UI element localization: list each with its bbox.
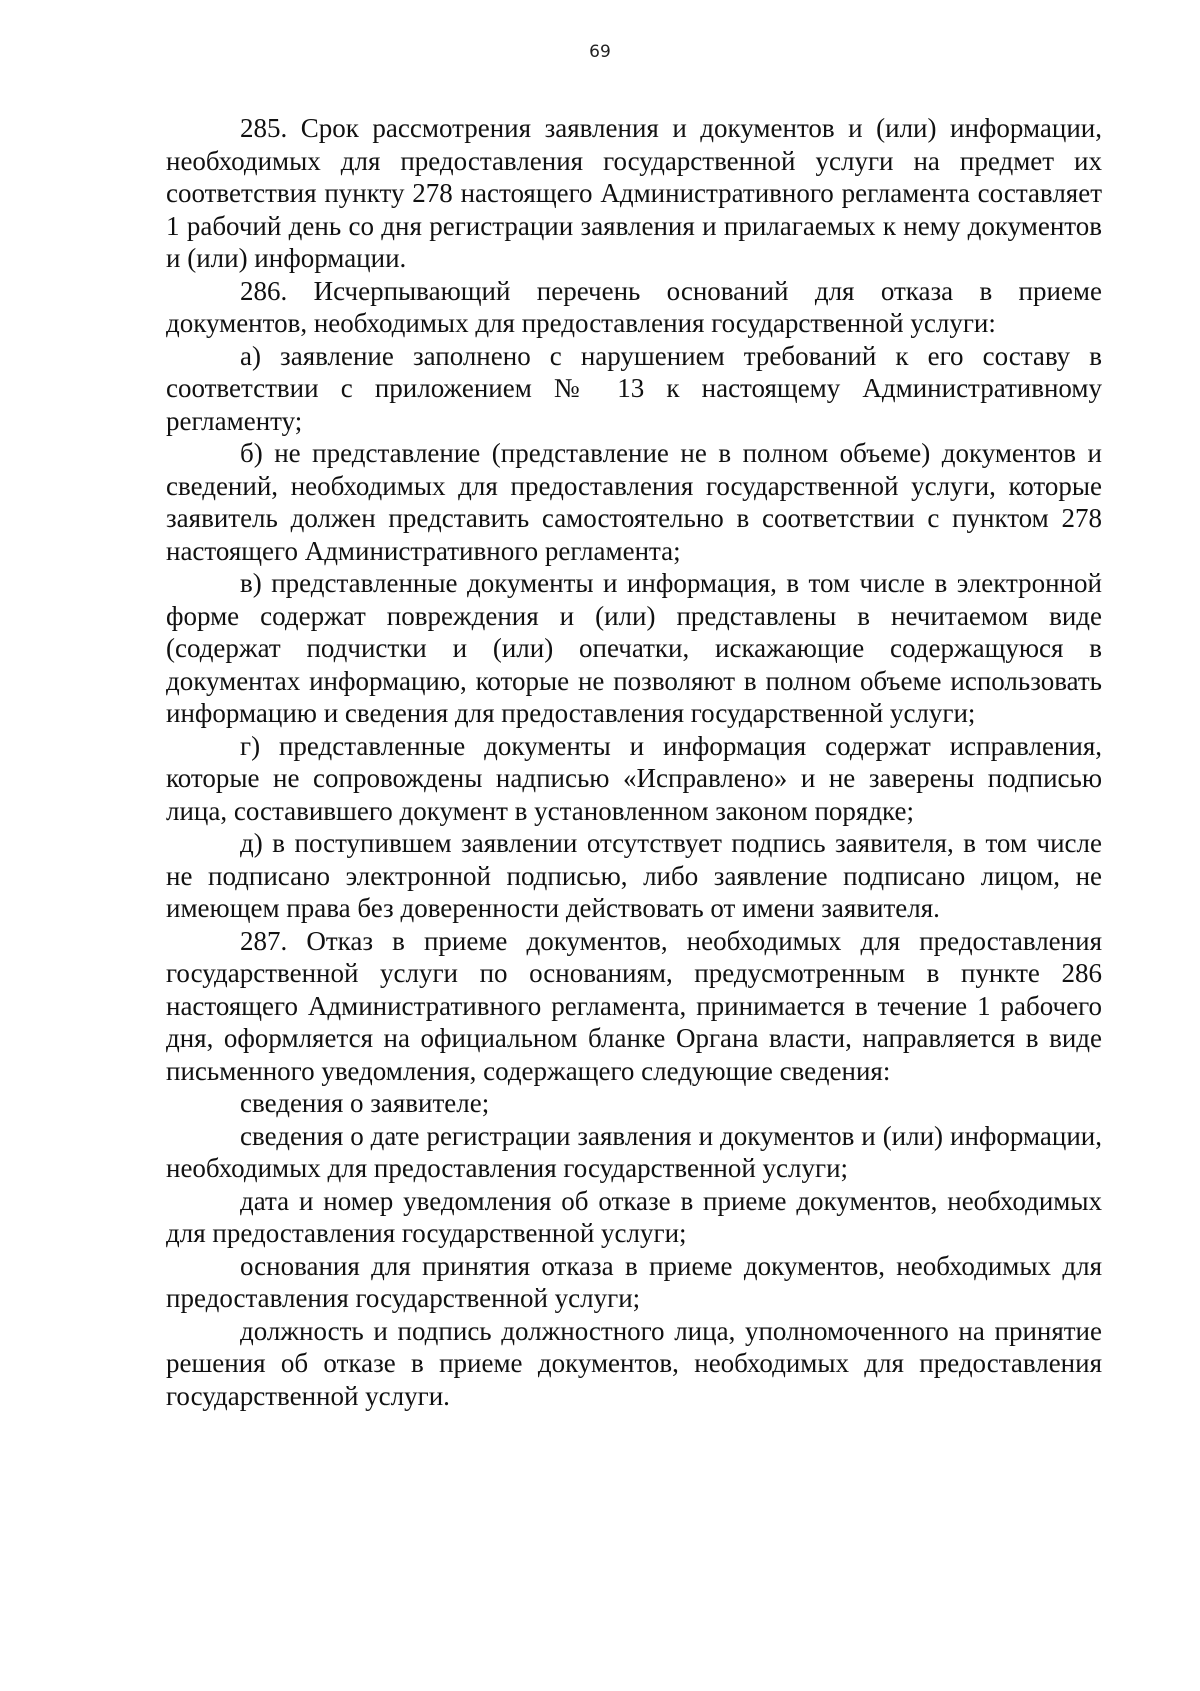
document-body (166, 112, 1102, 1412)
paragraph-286-item-a: а) заявление заполнено с нарушением требований к его составу в соответствии с приложением № 13 к настоящему Административному регламенту; (166, 340, 1102, 436)
paragraph-287-item-notice-number: дата и номер уведомления об отказе в приеме документов, необходимых для предоставления государственной услуги; (166, 1185, 1102, 1248)
paragraph-286-item-b: б) не представление (представление не в полном объеме) документов и сведений, необходимых для предоставления государственной услуги, которые заявитель должен представить самостоятельно в соответствии с пунктом 278 настоящего Административного регламента; (166, 438, 1102, 566)
paragraph-287-item-registration-date: сведения о дате регистрации заявления и документов и (или) информации, необходимых для предоставления государственной услуги; (166, 1120, 1102, 1183)
paragraph-286-item-g: г) представленные документы и информация содержат исправления, которые не сопровождены надписью «Исправлено» и не заверены подписью лица, составившего документ в установленном законом порядке; (166, 730, 1102, 826)
paragraph-285: 285. Срок рассмотрения заявления и документов и (или) информации, необходимых для предоставления государственной услуги на предмет их соответствия пункту 278 настоящего Административного регламента составляет 1 рабочий день со дня регистрации заявления и прилагаемых к нему документов и (или) информации. (166, 113, 1102, 273)
paragraph-287-item-signature: должность и подпись должностного лица, уполномоченного на принятие решения об отказе в приеме документов, необходимых для предоставления государственной услуги. (166, 1315, 1102, 1411)
paragraph-286: 286. Исчерпывающий перечень оснований для отказа в приеме документов, необходимых для предоставления государственной услуги: (166, 275, 1102, 338)
paragraph-287-item-grounds: основания для принятия отказа в приеме документов, необходимых для предоставления государственной услуги; (166, 1250, 1102, 1313)
page-number: 69 (589, 42, 611, 62)
paragraph-287: 287. Отказ в приеме документов, необходимых для предоставления государственной услуги по основаниям, предусмотренным в пункте 286 настоящего Административного регламента, принимается в течение 1 рабочего дня, оформляется на официальном бланке Органа власти, направляется в виде письменного уведомления, содержащего следующие сведения: (166, 925, 1102, 1086)
paragraph-286-item-v: в) представленные документы и информация, в том числе в электронной форме содержат повреждения и (или) представлены в нечитаемом виде (содержат подчистки и (или) опечатки, искажающие содержащуюся в документах информацию, которые не позволяют в полном объеме использовать информацию и сведения для предоставления государственной услуги; (166, 568, 1102, 728)
paragraph-286-item-d: д) в поступившем заявлении отсутствует подпись заявителя, в том числе не подписано электронной подписью, либо заявление подписано лицом, не имеющем права без доверенности действовать от имени заявителя. (166, 828, 1102, 923)
paragraph-287-item-applicant: сведения о заявителе; (240, 1088, 490, 1118)
